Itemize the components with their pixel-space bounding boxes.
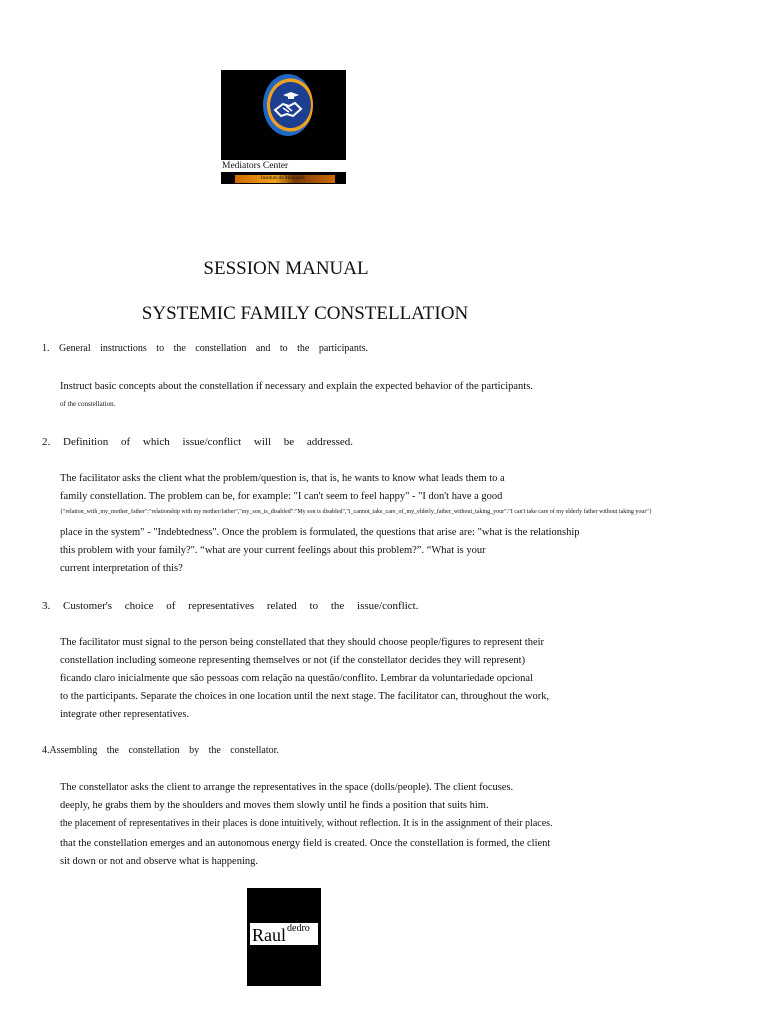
section-2-line: The facilitator asks the client what the problem/question is, that is, he wants to know what leads them to a <box>60 473 505 484</box>
section-3-line: The facilitator must signal to the person being constellated that they should choose people/figures to represent their <box>60 637 545 648</box>
logo-name-band: Mediators Center <box>221 160 346 172</box>
section-4-line: deeply, he grabs them by the shoulders and moves them slowly until he finds a position that suits him. <box>60 800 489 811</box>
title-systemic-family-constellation: SYSTEMIC FAMILY CONSTELLATION <box>141 303 469 324</box>
handshake-graduation-icon <box>271 90 305 120</box>
section-4-line: the placement of representatives in their places is done intuitively, without reflection. It is in the assignment of their places. <box>60 818 553 829</box>
section-1-line: of the constellation. <box>60 400 116 408</box>
section-2-heading: 2. Definition of which issue/conflict will be addressed. <box>42 436 354 448</box>
section-3-line: to the participants. Separate the choices in one location until the next stage. The facilitator can, throughout the work, <box>60 691 550 702</box>
section-2-line: current interpretation of this? <box>60 563 183 574</box>
signature-label <box>250 923 318 945</box>
section-3-heading: 3. Customer's choice of representatives related to the issue/conflict. <box>42 600 419 612</box>
signature-sup: dedro <box>287 923 310 934</box>
title-session-manual: SESSION MANUAL <box>203 258 369 279</box>
section-4-line: that the constellation emerges and an autonomous energy field is created. Once the constellation is formed, the client <box>60 838 551 849</box>
section-2-line: family constellation. The problem can be, for example: "I can't seem to feel happy" - "I don't have a good <box>60 491 503 502</box>
section-4-line: The constellator asks the client to arrange the representatives in the space (dolls/people). The client focuses. <box>60 782 514 793</box>
section-4-heading: 4.Assembling the constellation by the constellator. <box>42 745 279 756</box>
mediators-center-logo <box>221 70 346 184</box>
logo-subtitle-band <box>235 175 335 183</box>
section-1-heading: 1. General instructions to the constellation and to the participants. <box>42 343 368 354</box>
section-3-line: ficando claro inicialmente que são pessoas com relação na questão/conflito. Lembrar da voluntariedade opcional <box>60 673 533 684</box>
section-2-line: this problem with your family?". “what are your current feelings about this problem?”. “What is your <box>60 545 486 556</box>
section-2-json-line: {"relation_with_my_mother_father":"relationship with my mother/father","my_son_is_disabled":"My son is disabled","i_cannot_take_care_of_my_elderly_father_without_taking_your":"I can't take care of my elderly father without taking your"} <box>60 509 652 515</box>
section-1-line: Instruct basic concepts about the constellation if necessary and explain the expected behavior of the participants. <box>60 381 533 392</box>
section-3-line: constellation including someone representing themselves or not (if the constellator decides they will represent) <box>60 655 526 666</box>
signature-main: Raul <box>252 925 286 945</box>
section-3-line: integrate other representatives. <box>60 709 190 720</box>
section-4-line: sit down or not and observe what is happening. <box>60 856 259 867</box>
logo-subtitle: Instituto de Mediação <box>261 176 305 181</box>
section-2-line: place in the system" - "Indebtedness". Once the problem is formulated, the questions that arise are: "what is the relationship <box>60 527 580 538</box>
author-signature-box <box>247 888 321 986</box>
